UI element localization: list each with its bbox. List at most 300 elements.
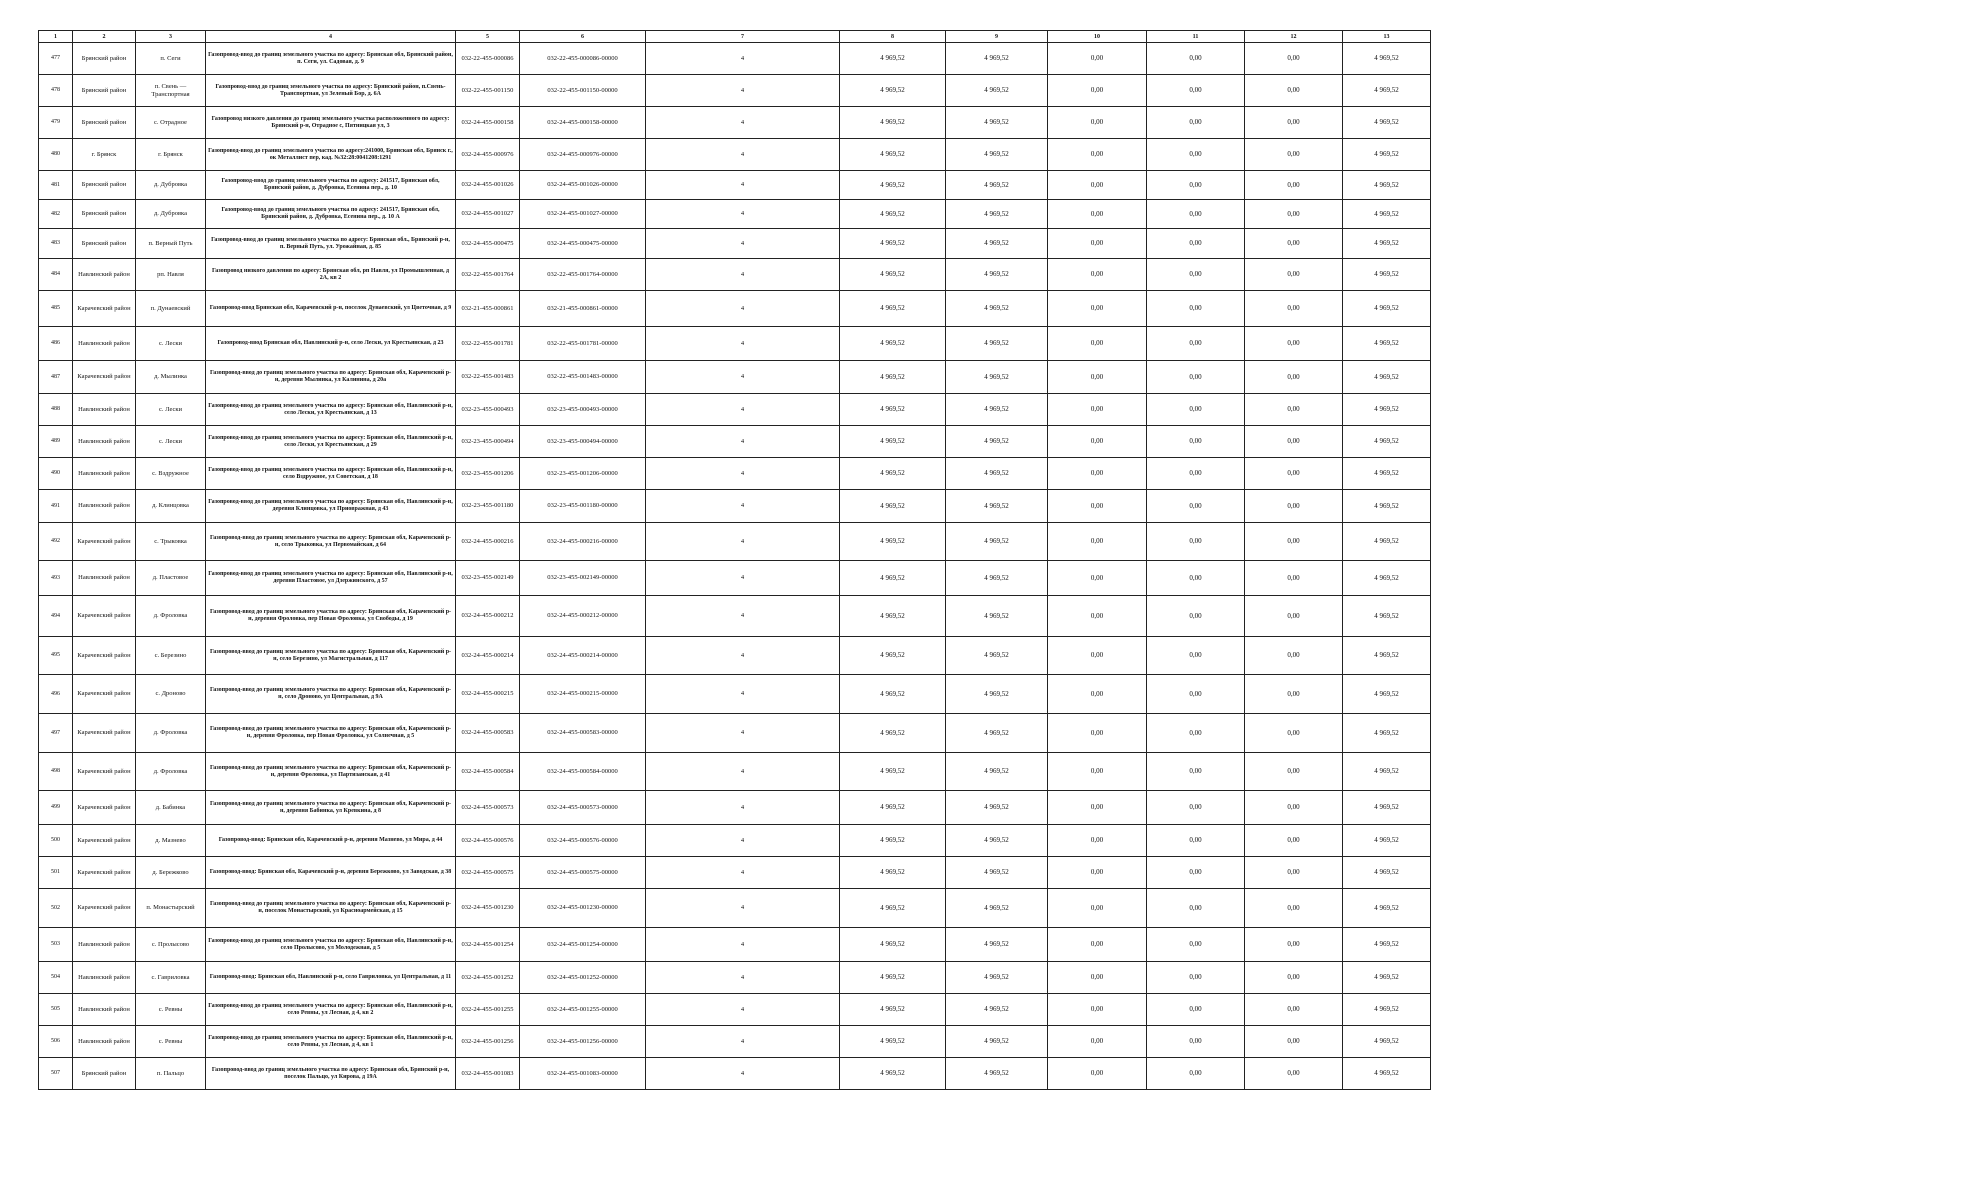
table-row xyxy=(39,561,1431,596)
row-number: 497 xyxy=(39,714,73,753)
cadastral-code: 032-24-455-001256 xyxy=(456,1026,520,1058)
inventory-code: 032-24-455-000584-00000 xyxy=(520,753,646,791)
inventory-code: 032-23-455-001180-00000 xyxy=(520,490,646,523)
table-row xyxy=(39,857,1431,889)
value-col-12: 0,00 xyxy=(1245,75,1343,107)
settlement: п. Свень — Транспортная xyxy=(136,75,206,107)
table-row xyxy=(39,259,1431,291)
settlement: с. Лески xyxy=(136,327,206,361)
quantity: 4 xyxy=(646,107,840,139)
row-number: 487 xyxy=(39,361,73,394)
object-description: Газопровод-ввод до границ земельного участка по адресу: Брянская обл, Навлинский р-н, село Пролысово, ул Молодежная, д 5 xyxy=(206,928,456,962)
quantity: 4 xyxy=(646,561,840,596)
value-col-9: 4 969,52 xyxy=(946,675,1048,714)
value-col-8: 4 969,52 xyxy=(840,825,946,857)
value-col-9: 4 969,52 xyxy=(946,229,1048,259)
district: Навлинский район xyxy=(73,561,136,596)
value-col-10: 0,00 xyxy=(1048,637,1147,675)
value-col-9: 4 969,52 xyxy=(946,139,1048,171)
quantity: 4 xyxy=(646,426,840,458)
cadastral-code: 032-24-455-000216 xyxy=(456,523,520,561)
table-row xyxy=(39,229,1431,259)
table-row xyxy=(39,675,1431,714)
district: Навлинский район xyxy=(73,426,136,458)
value-col-11: 0,00 xyxy=(1147,361,1245,394)
value-col-8: 4 969,52 xyxy=(840,523,946,561)
value-col-9: 4 969,52 xyxy=(946,107,1048,139)
district: Навлинский район xyxy=(73,490,136,523)
row-number: 479 xyxy=(39,107,73,139)
value-col-12: 0,00 xyxy=(1245,43,1343,75)
value-col-13: 4 969,52 xyxy=(1343,200,1431,229)
cadastral-code: 032-22-455-001150 xyxy=(456,75,520,107)
object-description: Газопровод-ввод до границ земельного участка по адресу: Брянская обл, Брянский р-н, поселок Пальцо, ул Кирова, д 19А xyxy=(206,1058,456,1090)
table-row xyxy=(39,75,1431,107)
value-col-13: 4 969,52 xyxy=(1343,259,1431,291)
value-col-11: 0,00 xyxy=(1147,75,1245,107)
value-col-13: 4 969,52 xyxy=(1343,928,1431,962)
value-col-9: 4 969,52 xyxy=(946,43,1048,75)
object-description: Газопровод-ввод Брянская обл, Карачевский р-н, поселок Дунаевский, ул Цветочная, д 9 xyxy=(206,291,456,327)
row-number: 501 xyxy=(39,857,73,889)
cadastral-code: 032-24-455-001252 xyxy=(456,962,520,994)
settlement: п. Сеги xyxy=(136,43,206,75)
value-col-9: 4 969,52 xyxy=(946,714,1048,753)
value-col-10: 0,00 xyxy=(1048,490,1147,523)
district: Навлинский район xyxy=(73,962,136,994)
row-number: 488 xyxy=(39,394,73,426)
inventory-code: 032-23-455-000494-00000 xyxy=(520,426,646,458)
value-col-11: 0,00 xyxy=(1147,458,1245,490)
value-col-8: 4 969,52 xyxy=(840,1058,946,1090)
table-row xyxy=(39,139,1431,171)
district: Брянский район xyxy=(73,43,136,75)
cadastral-code: 032-23-455-002149 xyxy=(456,561,520,596)
header-cell: 8 xyxy=(840,31,946,43)
value-col-13: 4 969,52 xyxy=(1343,791,1431,825)
value-col-10: 0,00 xyxy=(1048,291,1147,327)
value-col-10: 0,00 xyxy=(1048,889,1147,928)
object-description: Газопровод-ввод: Брянская обл, Карачевский р-н, деревня Мазнево, ул Мира, д 44 xyxy=(206,825,456,857)
inventory-code: 032-24-455-001026-00000 xyxy=(520,171,646,200)
quantity: 4 xyxy=(646,928,840,962)
settlement: д. Мылинка xyxy=(136,361,206,394)
quantity: 4 xyxy=(646,1026,840,1058)
object-description: Газопровод-ввод: Брянская обл, Навлинский р-н, село Гавриловка, ул Центральная, д 11 xyxy=(206,962,456,994)
settlement: с. Дроново xyxy=(136,675,206,714)
value-col-11: 0,00 xyxy=(1147,889,1245,928)
value-col-8: 4 969,52 xyxy=(840,171,946,200)
value-col-8: 4 969,52 xyxy=(840,675,946,714)
value-col-10: 0,00 xyxy=(1048,714,1147,753)
value-col-10: 0,00 xyxy=(1048,361,1147,394)
header-cell: 9 xyxy=(946,31,1048,43)
quantity: 4 xyxy=(646,637,840,675)
cadastral-code: 032-24-455-000215 xyxy=(456,675,520,714)
value-col-9: 4 969,52 xyxy=(946,490,1048,523)
cadastral-code: 032-24-455-000573 xyxy=(456,791,520,825)
value-col-8: 4 969,52 xyxy=(840,229,946,259)
value-col-13: 4 969,52 xyxy=(1343,825,1431,857)
value-col-13: 4 969,52 xyxy=(1343,1026,1431,1058)
value-col-11: 0,00 xyxy=(1147,994,1245,1026)
value-col-9: 4 969,52 xyxy=(946,825,1048,857)
value-col-12: 0,00 xyxy=(1245,791,1343,825)
value-col-12: 0,00 xyxy=(1245,753,1343,791)
value-col-10: 0,00 xyxy=(1048,229,1147,259)
value-col-9: 4 969,52 xyxy=(946,889,1048,928)
district: Карачевский район xyxy=(73,857,136,889)
inventory-code: 032-24-455-000583-00000 xyxy=(520,714,646,753)
table-body xyxy=(39,31,1431,1090)
settlement: с. Отрадное xyxy=(136,107,206,139)
table-row xyxy=(39,889,1431,928)
inventory-code: 032-24-455-000573-00000 xyxy=(520,791,646,825)
object-description: Газопровод-ввод до границ земельного участка по адресу: Брянская обл, Карачевский р-н, деревня Бабинка, ул Кревкина, д 8 xyxy=(206,791,456,825)
value-col-8: 4 969,52 xyxy=(840,200,946,229)
row-number: 478 xyxy=(39,75,73,107)
value-col-12: 0,00 xyxy=(1245,637,1343,675)
row-number: 504 xyxy=(39,962,73,994)
value-col-12: 0,00 xyxy=(1245,889,1343,928)
value-col-8: 4 969,52 xyxy=(840,962,946,994)
header-cell: 13 xyxy=(1343,31,1431,43)
row-number: 489 xyxy=(39,426,73,458)
table-row xyxy=(39,171,1431,200)
quantity: 4 xyxy=(646,200,840,229)
value-col-13: 4 969,52 xyxy=(1343,229,1431,259)
value-col-8: 4 969,52 xyxy=(840,857,946,889)
inventory-code: 032-22-455-001781-00000 xyxy=(520,327,646,361)
value-col-11: 0,00 xyxy=(1147,753,1245,791)
object-description: Газопровод-ввод Брянская обл, Навлинский р-н, село Лески, ул Крестьянская, д 23 xyxy=(206,327,456,361)
value-col-12: 0,00 xyxy=(1245,327,1343,361)
value-col-13: 4 969,52 xyxy=(1343,327,1431,361)
inventory-code: 032-24-455-001256-00000 xyxy=(520,1026,646,1058)
value-col-9: 4 969,52 xyxy=(946,394,1048,426)
inventory-code: 032-24-455-000976-00000 xyxy=(520,139,646,171)
settlement: д. Клинцовка xyxy=(136,490,206,523)
cadastral-code: 032-24-455-001026 xyxy=(456,171,520,200)
row-number: 496 xyxy=(39,675,73,714)
value-col-11: 0,00 xyxy=(1147,962,1245,994)
value-col-11: 0,00 xyxy=(1147,426,1245,458)
value-col-10: 0,00 xyxy=(1048,327,1147,361)
district: Карачевский район xyxy=(73,714,136,753)
district: Навлинский район xyxy=(73,994,136,1026)
cadastral-code: 032-24-455-000212 xyxy=(456,596,520,637)
cadastral-code: 032-22-455-001781 xyxy=(456,327,520,361)
value-col-11: 0,00 xyxy=(1147,825,1245,857)
row-number: 494 xyxy=(39,596,73,637)
value-col-12: 0,00 xyxy=(1245,962,1343,994)
value-col-8: 4 969,52 xyxy=(840,458,946,490)
table-row xyxy=(39,490,1431,523)
value-col-8: 4 969,52 xyxy=(840,637,946,675)
value-col-10: 0,00 xyxy=(1048,753,1147,791)
value-col-9: 4 969,52 xyxy=(946,561,1048,596)
value-col-10: 0,00 xyxy=(1048,43,1147,75)
header-cell: 6 xyxy=(520,31,646,43)
cadastral-code: 032-22-455-001483 xyxy=(456,361,520,394)
quantity: 4 xyxy=(646,394,840,426)
value-col-12: 0,00 xyxy=(1245,107,1343,139)
table-row xyxy=(39,753,1431,791)
object-description: Газопровод-ввод до границ земельного участка по адресу:241000, Брянская обл, Брянск г., ок Металлист пер, кад. №32:28:0041208:1291 xyxy=(206,139,456,171)
settlement: с. Пролысово xyxy=(136,928,206,962)
district: Карачевский район xyxy=(73,291,136,327)
register-table xyxy=(38,30,1431,1090)
table-row xyxy=(39,714,1431,753)
value-col-11: 0,00 xyxy=(1147,523,1245,561)
value-col-9: 4 969,52 xyxy=(946,200,1048,229)
district: Брянский район xyxy=(73,200,136,229)
quantity: 4 xyxy=(646,75,840,107)
value-col-10: 0,00 xyxy=(1048,394,1147,426)
object-description: Газопровод-ввод до границ земельного участка по адресу: Брянская обл, Навлинский р-н, село Лески, ул Крестьянская, д 29 xyxy=(206,426,456,458)
value-col-13: 4 969,52 xyxy=(1343,675,1431,714)
table-row xyxy=(39,994,1431,1026)
object-description: Газопровод-ввод: Брянская обл, Карачевский р-н, деревня Бережково, ул Заводская, д 38 xyxy=(206,857,456,889)
row-number: 492 xyxy=(39,523,73,561)
value-col-13: 4 969,52 xyxy=(1343,889,1431,928)
row-number: 506 xyxy=(39,1026,73,1058)
value-col-11: 0,00 xyxy=(1147,1058,1245,1090)
quantity: 4 xyxy=(646,490,840,523)
quantity: 4 xyxy=(646,43,840,75)
value-col-12: 0,00 xyxy=(1245,675,1343,714)
district: Брянский район xyxy=(73,1058,136,1090)
value-col-9: 4 969,52 xyxy=(946,327,1048,361)
settlement: с. Лески xyxy=(136,426,206,458)
value-col-8: 4 969,52 xyxy=(840,259,946,291)
cadastral-code: 032-24-455-000575 xyxy=(456,857,520,889)
settlement: с. Вздружное xyxy=(136,458,206,490)
inventory-code: 032-24-455-000576-00000 xyxy=(520,825,646,857)
row-number: 503 xyxy=(39,928,73,962)
value-col-8: 4 969,52 xyxy=(840,1026,946,1058)
object-description: Газопровод-ввод до границ земельного участка по адресу: Брянская обл, Карачевский р-н, село Березино, ул Магистральная, д 117 xyxy=(206,637,456,675)
cadastral-code: 032-23-455-001180 xyxy=(456,490,520,523)
value-col-10: 0,00 xyxy=(1048,825,1147,857)
table-row xyxy=(39,1058,1431,1090)
inventory-code: 032-24-455-000216-00000 xyxy=(520,523,646,561)
settlement: п. Монастырский xyxy=(136,889,206,928)
object-description: Газопровод-ввод до границ земельного участка по адресу: Брянская обл., Брянский р-н, п. Верный Путь, ул. Урожайная, д. 85 xyxy=(206,229,456,259)
table-row xyxy=(39,791,1431,825)
inventory-code: 032-24-455-000158-00000 xyxy=(520,107,646,139)
object-description: Газопровод-ввод до границ земельного участка по адресу: 241517, Брянская обл, Брянский район, д. Дубровка, Есенина пер., д. 10 xyxy=(206,171,456,200)
value-col-8: 4 969,52 xyxy=(840,889,946,928)
cadastral-code: 032-22-455-000086 xyxy=(456,43,520,75)
row-number: 482 xyxy=(39,200,73,229)
inventory-code: 032-23-455-000493-00000 xyxy=(520,394,646,426)
object-description: Газопровод-ввод до границ земельного участка по адресу: Брянская обл, Навлинский р-н, село Ревны, ул Лесная, д 4, кв 1 xyxy=(206,1026,456,1058)
inventory-code: 032-24-455-001230-00000 xyxy=(520,889,646,928)
district: Навлинский район xyxy=(73,458,136,490)
value-col-12: 0,00 xyxy=(1245,714,1343,753)
cadastral-code: 032-24-455-001254 xyxy=(456,928,520,962)
table-row xyxy=(39,107,1431,139)
value-col-8: 4 969,52 xyxy=(840,596,946,637)
value-col-8: 4 969,52 xyxy=(840,753,946,791)
settlement: с. Гавриловка xyxy=(136,962,206,994)
quantity: 4 xyxy=(646,229,840,259)
value-col-8: 4 969,52 xyxy=(840,714,946,753)
quantity: 4 xyxy=(646,791,840,825)
value-col-11: 0,00 xyxy=(1147,291,1245,327)
value-col-10: 0,00 xyxy=(1048,200,1147,229)
district: Брянский район xyxy=(73,171,136,200)
value-col-9: 4 969,52 xyxy=(946,259,1048,291)
value-col-12: 0,00 xyxy=(1245,596,1343,637)
settlement: д. Пластовое xyxy=(136,561,206,596)
quantity: 4 xyxy=(646,994,840,1026)
district: Карачевский район xyxy=(73,523,136,561)
table-row xyxy=(39,426,1431,458)
value-col-12: 0,00 xyxy=(1245,928,1343,962)
settlement: рп. Навля xyxy=(136,259,206,291)
object-description: Газопровод-ввод до границ земельного участка по адресу: Брянская обл, Навлинский р-н, село Ревны, ул Лесная, д 4, кв 2 xyxy=(206,994,456,1026)
row-number: 491 xyxy=(39,490,73,523)
value-col-13: 4 969,52 xyxy=(1343,753,1431,791)
value-col-11: 0,00 xyxy=(1147,259,1245,291)
value-col-10: 0,00 xyxy=(1048,962,1147,994)
inventory-code: 032-22-455-001483-00000 xyxy=(520,361,646,394)
value-col-9: 4 969,52 xyxy=(946,596,1048,637)
value-col-11: 0,00 xyxy=(1147,394,1245,426)
value-col-8: 4 969,52 xyxy=(840,327,946,361)
object-description: Газопровод низкого давления по адресу: Брянская обл, рп Навля, ул Промышленная, д 2А, кв 2 xyxy=(206,259,456,291)
object-description: Газопровод-ввод до границ земельного участка по адресу: Брянская обл, Карачевский р-н, деревня Фроловка, пер Новая Фроловка, ул Солнечная, д 5 xyxy=(206,714,456,753)
value-col-9: 4 969,52 xyxy=(946,637,1048,675)
value-col-9: 4 969,52 xyxy=(946,994,1048,1026)
value-col-8: 4 969,52 xyxy=(840,994,946,1026)
settlement: д. Бережково xyxy=(136,857,206,889)
value-col-13: 4 969,52 xyxy=(1343,458,1431,490)
district: г. Брянск xyxy=(73,139,136,171)
value-col-12: 0,00 xyxy=(1245,229,1343,259)
value-col-9: 4 969,52 xyxy=(946,361,1048,394)
district: Карачевский район xyxy=(73,825,136,857)
value-col-10: 0,00 xyxy=(1048,1058,1147,1090)
object-description: Газопровод-ввод до границ земельного участка по адресу: Брянская обл, Карачевский р-н, деревня Мылинка, ул Калинина, д 20а xyxy=(206,361,456,394)
value-col-12: 0,00 xyxy=(1245,171,1343,200)
value-col-8: 4 969,52 xyxy=(840,75,946,107)
value-col-13: 4 969,52 xyxy=(1343,523,1431,561)
value-col-10: 0,00 xyxy=(1048,928,1147,962)
column-number-header xyxy=(39,31,1431,43)
header-cell: 1 xyxy=(39,31,73,43)
value-col-11: 0,00 xyxy=(1147,1026,1245,1058)
district: Карачевский район xyxy=(73,596,136,637)
cadastral-code: 032-24-455-001255 xyxy=(456,994,520,1026)
value-col-13: 4 969,52 xyxy=(1343,426,1431,458)
settlement: п. Пальцо xyxy=(136,1058,206,1090)
object-description: Газопровод низкого давления до границ земельного участка расположенного по адресу: Брянский р-н, Отрадное с, Пятницкая ул, 3 xyxy=(206,107,456,139)
value-col-11: 0,00 xyxy=(1147,171,1245,200)
value-col-12: 0,00 xyxy=(1245,994,1343,1026)
value-col-12: 0,00 xyxy=(1245,139,1343,171)
cadastral-code: 032-24-455-000576 xyxy=(456,825,520,857)
value-col-12: 0,00 xyxy=(1245,394,1343,426)
quantity: 4 xyxy=(646,458,840,490)
value-col-10: 0,00 xyxy=(1048,596,1147,637)
value-col-11: 0,00 xyxy=(1147,561,1245,596)
quantity: 4 xyxy=(646,889,840,928)
inventory-code: 032-24-455-001254-00000 xyxy=(520,928,646,962)
value-col-8: 4 969,52 xyxy=(840,561,946,596)
row-number: 483 xyxy=(39,229,73,259)
settlement: п. Дунаевский xyxy=(136,291,206,327)
value-col-12: 0,00 xyxy=(1245,426,1343,458)
row-number: 480 xyxy=(39,139,73,171)
value-col-8: 4 969,52 xyxy=(840,361,946,394)
value-col-12: 0,00 xyxy=(1245,458,1343,490)
inventory-code: 032-22-455-000086-00000 xyxy=(520,43,646,75)
quantity: 4 xyxy=(646,596,840,637)
inventory-code: 032-24-455-000475-00000 xyxy=(520,229,646,259)
value-col-12: 0,00 xyxy=(1245,523,1343,561)
value-col-9: 4 969,52 xyxy=(946,171,1048,200)
value-col-10: 0,00 xyxy=(1048,561,1147,596)
value-col-9: 4 969,52 xyxy=(946,523,1048,561)
inventory-code: 032-24-455-000215-00000 xyxy=(520,675,646,714)
table-row xyxy=(39,361,1431,394)
value-col-9: 4 969,52 xyxy=(946,962,1048,994)
value-col-11: 0,00 xyxy=(1147,229,1245,259)
value-col-9: 4 969,52 xyxy=(946,426,1048,458)
value-col-10: 0,00 xyxy=(1048,1026,1147,1058)
inventory-code: 032-23-455-001206-00000 xyxy=(520,458,646,490)
row-number: 486 xyxy=(39,327,73,361)
value-col-13: 4 969,52 xyxy=(1343,361,1431,394)
table-row xyxy=(39,200,1431,229)
value-col-10: 0,00 xyxy=(1048,426,1147,458)
quantity: 4 xyxy=(646,675,840,714)
value-col-13: 4 969,52 xyxy=(1343,994,1431,1026)
value-col-8: 4 969,52 xyxy=(840,426,946,458)
table-row xyxy=(39,637,1431,675)
value-col-13: 4 969,52 xyxy=(1343,75,1431,107)
settlement: с. Ревны xyxy=(136,994,206,1026)
table-row xyxy=(39,291,1431,327)
object-description: Газопровод-ввод до границ земельного участка по адресу: 241517, Брянская обл, Брянский район, д. Дубровка, Есенина пер., д. 10 А xyxy=(206,200,456,229)
value-col-12: 0,00 xyxy=(1245,561,1343,596)
value-col-9: 4 969,52 xyxy=(946,753,1048,791)
table-row xyxy=(39,928,1431,962)
row-number: 477 xyxy=(39,43,73,75)
quantity: 4 xyxy=(646,714,840,753)
district: Карачевский район xyxy=(73,753,136,791)
value-col-10: 0,00 xyxy=(1048,259,1147,291)
value-col-10: 0,00 xyxy=(1048,791,1147,825)
row-number: 493 xyxy=(39,561,73,596)
value-col-13: 4 969,52 xyxy=(1343,107,1431,139)
value-col-8: 4 969,52 xyxy=(840,139,946,171)
quantity: 4 xyxy=(646,753,840,791)
object-description: Газопровод-ввод до границ земельного участка по адресу: Брянский район, п.Свень-Транспортная, ул Зеленый Бор, д. 6А xyxy=(206,75,456,107)
value-col-11: 0,00 xyxy=(1147,791,1245,825)
value-col-10: 0,00 xyxy=(1048,139,1147,171)
value-col-11: 0,00 xyxy=(1147,596,1245,637)
value-col-12: 0,00 xyxy=(1245,361,1343,394)
quantity: 4 xyxy=(646,962,840,994)
value-col-8: 4 969,52 xyxy=(840,107,946,139)
value-col-13: 4 969,52 xyxy=(1343,637,1431,675)
value-col-12: 0,00 xyxy=(1245,291,1343,327)
row-number: 495 xyxy=(39,637,73,675)
